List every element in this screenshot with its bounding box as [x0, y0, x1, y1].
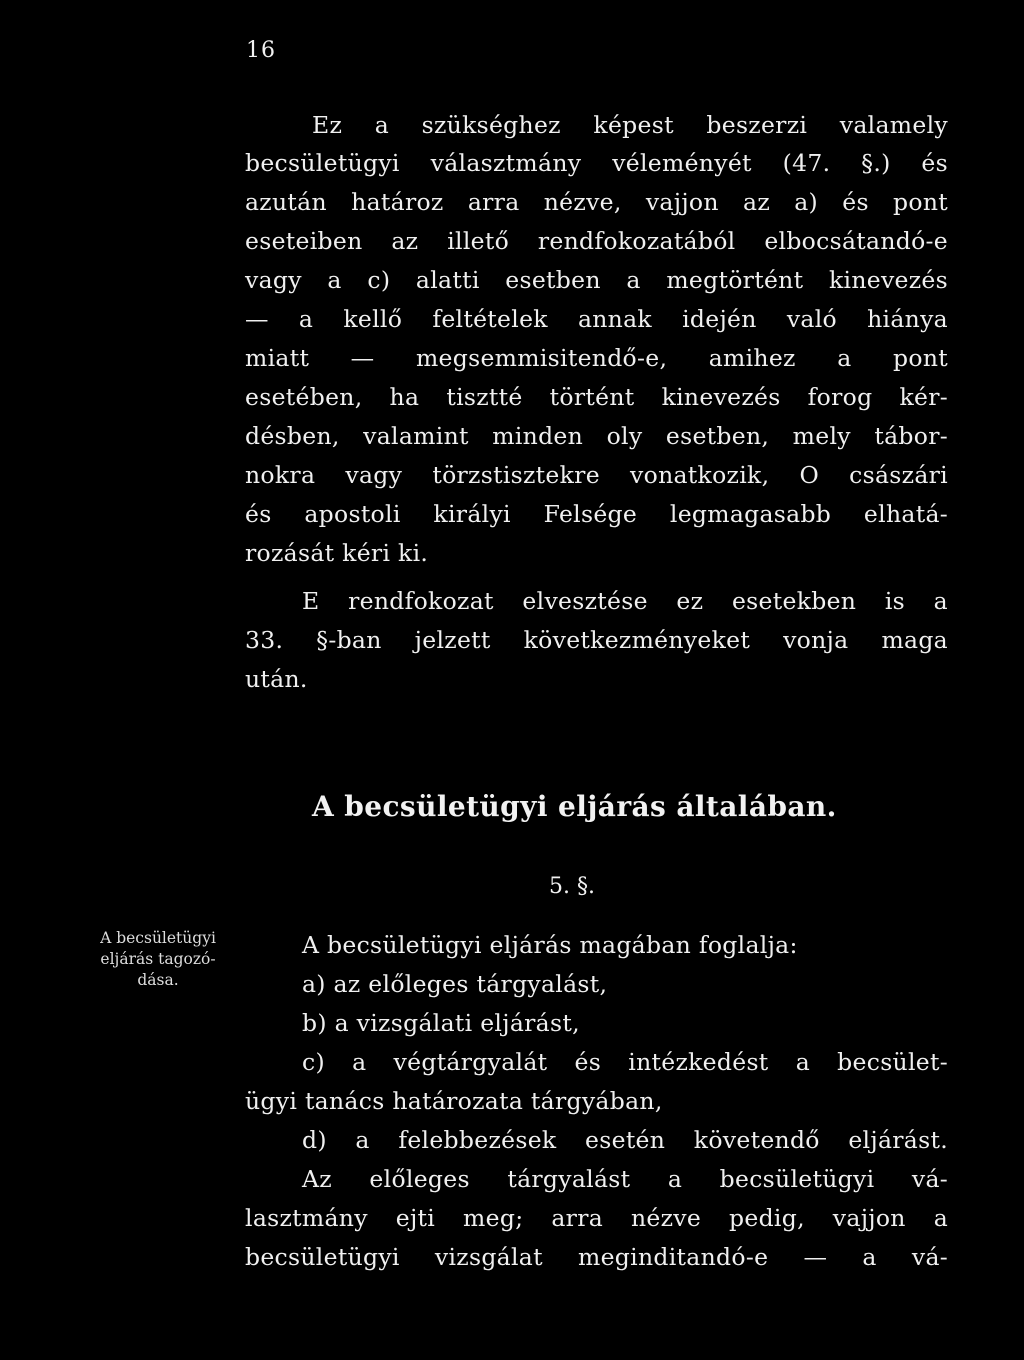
text-line: esetében, ha tisztté történt kinevezés forog kér- — [245, 383, 948, 411]
text-line: désben, valamint minden oly esetben, mely tábor- — [245, 422, 948, 450]
section-number: 5. §. — [549, 874, 595, 899]
text-line: d) a felebbezések esetén követendő eljárást. — [302, 1126, 948, 1154]
text-line: c) a végtárgyalát és intézkedést a becsület- — [302, 1048, 948, 1076]
text-line: becsületügyi választmány véleményét (47. §.) és — [245, 149, 948, 177]
text-line: A becsületügyi eljárás magában foglalja: — [302, 931, 798, 959]
text-line: lasztmány ejti meg; arra nézve pedig, vajjon a — [245, 1204, 948, 1232]
text-line: azután határoz arra nézve, vajjon az a) és pont — [245, 188, 948, 216]
margin-note-line: eljárás tagozó- — [100, 950, 216, 968]
section-heading: A becsületügyi eljárás általában. — [312, 790, 837, 823]
text-line: vagy a c) alatti esetben a megtörtént kinevezés — [245, 266, 948, 294]
text-line: a) az előleges tárgyalást, — [302, 970, 608, 998]
margin-note — [78, 928, 238, 991]
margin-note-line: A becsületügyi — [100, 929, 216, 947]
text-line: — a kellő feltételek annak idején való hiánya — [245, 305, 948, 333]
text-line: E rendfokozat elvesztése ez esetekben is a — [302, 587, 948, 615]
text-line: után. — [245, 665, 308, 693]
text-line: Ez a szükséghez képest beszerzi valamely — [312, 111, 948, 139]
text-line: ügyi tanács határozata tárgyában, — [245, 1087, 663, 1115]
text-line: rozását kéri ki. — [245, 539, 429, 567]
text-line: Az előleges tárgyalást a becsületügyi vá- — [302, 1165, 948, 1193]
text-line: eseteiben az illető rendfokozatából elbocsátandó-e — [245, 227, 948, 255]
page-number: 16 — [246, 38, 276, 63]
text-line: miatt — megsemmisitendő-e, amihez a pont — [245, 344, 948, 372]
text-line: nokra vagy törzstisztekre vonatkozik, O császári — [245, 461, 948, 489]
text-line: b) a vizsgálati eljárást, — [302, 1009, 580, 1037]
text-line: becsületügyi vizsgálat meginditandó-e — a vá- — [245, 1243, 948, 1271]
text-line: és apostoli királyi Felsége legmagasabb elhatá- — [245, 500, 948, 528]
text-line: 33. §-ban jelzett következményeket vonja maga — [245, 626, 948, 654]
margin-note-line: dása. — [137, 971, 179, 989]
